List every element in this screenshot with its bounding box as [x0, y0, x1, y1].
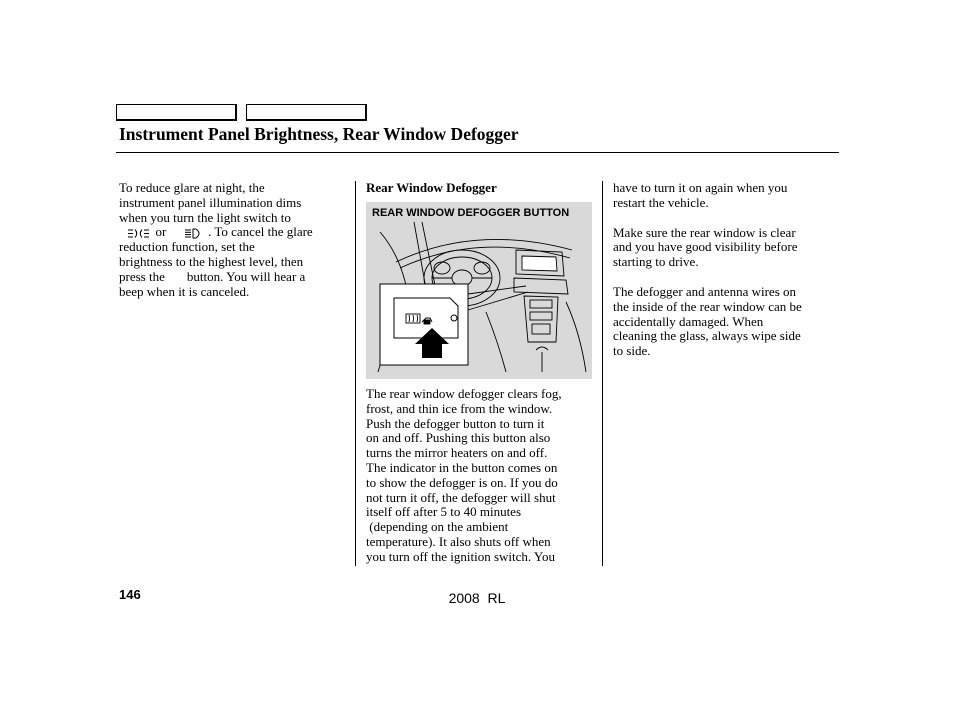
text-line: not turn it off, the defogger will shut [366, 489, 556, 505]
defogger-text [366, 387, 598, 565]
text-line: (depending on the ambient [366, 519, 509, 535]
text-line: have to turn it on again when you [613, 180, 788, 195]
column-divider-1 [355, 181, 356, 566]
text-line: To reduce glare at night, the [119, 180, 265, 195]
parking-light-icon [128, 228, 150, 239]
text-line: the inside of the rear window can be [613, 298, 802, 314]
text-line: starting to drive. [613, 254, 699, 270]
section-tab-2 [246, 104, 367, 121]
paragraph [613, 285, 837, 359]
section-heading: Rear Window Defogger [366, 180, 497, 195]
figure-caption: REAR WINDOW DEFOGGER BUTTON [372, 207, 570, 219]
text-line: beep when it is canceled. [119, 283, 250, 299]
text-line: Make sure the rear window is clear [613, 224, 796, 240]
brightness-text [119, 181, 344, 299]
defogger-figure [366, 202, 592, 379]
text-line: temperature). It also shuts off when [366, 533, 551, 549]
text-line: restart the vehicle. [613, 194, 709, 210]
page-title: Instrument Panel Brightness, Rear Window Defogger [119, 124, 519, 144]
text-line: The rear window defogger clears fog, [366, 386, 562, 401]
text-line: cleaning the glass, always wipe side [613, 328, 801, 344]
text-line: and you have good visibility before [613, 239, 798, 255]
text-line: on and off. Pushing this button also [366, 430, 551, 446]
text-fragment: . To cancel the glare [208, 224, 313, 240]
title-rule [116, 152, 839, 153]
text-line: The indicator in the button comes on [366, 459, 558, 475]
dashboard-illustration [366, 202, 592, 379]
text-line: The defogger and antenna wires on [613, 283, 797, 299]
text-line: Push the defogger button to turn it [366, 415, 545, 431]
text-line [119, 270, 344, 285]
text-line: you turn off the ignition switch. You [366, 548, 555, 564]
text-fragment: press the [119, 268, 165, 284]
paragraph [613, 181, 837, 211]
defogger-text-continued [613, 181, 837, 374]
text-line [119, 225, 344, 240]
text-line: accidentally damaged. When [613, 313, 764, 329]
text-line: turns the mirror heaters on and off. [366, 445, 548, 461]
text-line: when you turn the light switch to [119, 209, 291, 225]
text-line: to side. [613, 343, 651, 359]
page-number: 146 [119, 587, 141, 602]
footer-model: 2008 RL [448, 590, 506, 606]
text-line: brightness to the highest level, then [119, 253, 304, 269]
text-line: frost, and thin ice from the window. [366, 400, 553, 416]
text-fragment: button. You will hear a [186, 268, 306, 284]
text-line: itself off after 5 to 40 minutes [366, 504, 522, 520]
text-fragment: or [155, 224, 167, 240]
section-tab-1 [116, 104, 237, 121]
text-line: instrument panel illumination dims [119, 194, 302, 210]
text-line: to show the defogger is on. If you do [366, 474, 558, 490]
headlight-icon [185, 228, 203, 239]
paragraph [613, 226, 837, 270]
indicator-light [451, 315, 457, 321]
text-line: reduction function, set the [119, 239, 255, 255]
column-divider-2 [602, 181, 603, 566]
